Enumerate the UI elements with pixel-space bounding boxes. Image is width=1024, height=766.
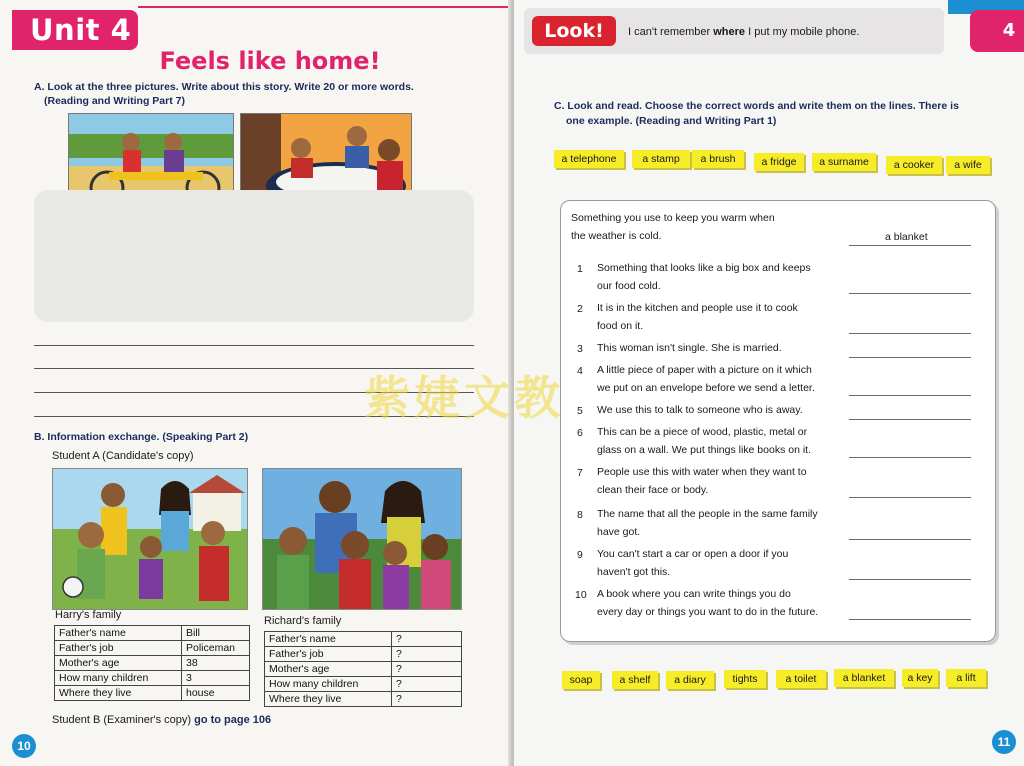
table-row bbox=[265, 662, 462, 677]
page-number-left: 10 bbox=[12, 734, 36, 758]
example-line-2: the weather is cold. bbox=[571, 230, 662, 242]
table-value: ? bbox=[392, 632, 462, 647]
richard-family-photo bbox=[262, 468, 462, 610]
answer-line[interactable] bbox=[849, 419, 971, 420]
table-row bbox=[265, 692, 462, 707]
top-rule bbox=[138, 6, 512, 8]
question-text-line-2: food on it. bbox=[597, 320, 644, 332]
examiner-note-text: Student B (Examiner's copy) bbox=[52, 714, 195, 726]
look-banner bbox=[524, 8, 944, 54]
unit-tab-number: 4 bbox=[1002, 20, 1016, 41]
question-text-line-1: Something that looks like a big box and keeps bbox=[597, 262, 811, 274]
table-row bbox=[55, 671, 250, 686]
section-b-heading: B. Information exchange. (Speaking Part 2) bbox=[34, 431, 249, 443]
writing-line-1 bbox=[34, 345, 474, 346]
answer-line[interactable] bbox=[849, 539, 971, 540]
unit-tab: Unit 4 bbox=[12, 10, 138, 50]
richard-info-table bbox=[264, 631, 462, 707]
question-text-line-2: our food cold. bbox=[597, 280, 661, 292]
table-label: How many children bbox=[55, 671, 182, 686]
table-value: Policeman bbox=[182, 641, 250, 656]
table-row bbox=[265, 632, 462, 647]
page-title: Feels like home! bbox=[159, 47, 381, 75]
example-answer-line bbox=[849, 245, 971, 246]
table-row bbox=[55, 641, 250, 656]
word-chip[interactable]: a stamp bbox=[632, 150, 690, 168]
question-number: 10 bbox=[575, 589, 587, 601]
word-chip[interactable]: a wife bbox=[946, 156, 990, 174]
section-b-subheading: Student A (Candidate's copy) bbox=[52, 450, 194, 462]
examiner-note bbox=[52, 714, 271, 726]
table-row bbox=[265, 677, 462, 692]
watermark: 紫婕文教 bbox=[364, 371, 564, 425]
table-value: 3 bbox=[182, 671, 250, 686]
example-answer: a blanket bbox=[885, 231, 928, 243]
question-text-line-1: People use this with water when they want to bbox=[597, 466, 807, 478]
table-label: Mother's age bbox=[55, 656, 182, 671]
table-value: Bill bbox=[182, 626, 250, 641]
table-label: Where they live bbox=[265, 692, 392, 707]
example-line-1: Something you use to keep you warm when bbox=[571, 212, 775, 224]
question-text-line-1: A book where you can write things you do bbox=[597, 588, 791, 600]
harry-family-photo bbox=[52, 468, 248, 610]
table-value: 38 bbox=[182, 656, 250, 671]
word-chip[interactable]: a brush bbox=[692, 150, 744, 168]
table-label: Father's job bbox=[265, 647, 392, 662]
word-chip[interactable]: a shelf bbox=[612, 671, 658, 689]
writing-area[interactable] bbox=[34, 190, 474, 322]
question-number: 4 bbox=[577, 365, 583, 377]
question-text-line-2: we put on an envelope before we send a letter. bbox=[597, 382, 815, 394]
table-value: ? bbox=[392, 692, 462, 707]
table-row bbox=[55, 656, 250, 671]
look-sentence: I can't remember where I put my mobile phone. bbox=[628, 26, 860, 38]
answer-line[interactable] bbox=[849, 497, 971, 498]
question-text-line-1: You can't start a car or open a door if you bbox=[597, 548, 789, 560]
question-text-line-2: every day or things you want to do in the future. bbox=[597, 606, 819, 618]
table-label: Mother's age bbox=[265, 662, 392, 677]
question-text-line-1: We use this to talk to someone who is away. bbox=[597, 404, 803, 416]
word-chip[interactable]: a toilet bbox=[776, 670, 826, 688]
section-c-instruction: C. Look and read. Choose the correct words and write them on the lines. There is bbox=[554, 100, 959, 112]
question-text-line-1: The name that all the people in the same family bbox=[597, 508, 818, 520]
harry-info-table bbox=[54, 625, 250, 701]
word-chip[interactable]: a lift bbox=[946, 669, 986, 687]
right-page bbox=[364, 0, 1024, 766]
word-chip[interactable]: a diary bbox=[666, 671, 714, 689]
table-value: ? bbox=[392, 662, 462, 677]
word-chip[interactable]: a surname bbox=[812, 153, 876, 171]
table-value: ? bbox=[392, 677, 462, 692]
question-text-line-2: clean their face or body. bbox=[597, 484, 709, 496]
question-number: 1 bbox=[577, 263, 583, 275]
word-chip[interactable]: a blanket bbox=[834, 669, 894, 687]
page-number-right: 11 bbox=[992, 730, 1016, 754]
table-value: house bbox=[182, 686, 250, 701]
section-c-part: one example. (Reading and Writing Part 1) bbox=[566, 115, 777, 127]
question-text-line-2: glass on a wall. We put things like books on it. bbox=[597, 444, 812, 456]
question-text-line-1: This can be a piece of wood, plastic, metal or bbox=[597, 426, 808, 438]
word-chip[interactable]: tights bbox=[724, 670, 766, 688]
question-number: 9 bbox=[577, 549, 583, 561]
question-text-line-2: have got. bbox=[597, 526, 641, 538]
table-label: How many children bbox=[265, 677, 392, 692]
table-label: Where they live bbox=[55, 686, 182, 701]
answer-line[interactable] bbox=[849, 293, 971, 294]
table-row bbox=[55, 686, 250, 701]
answer-line[interactable] bbox=[849, 619, 971, 620]
question-number: 5 bbox=[577, 405, 583, 417]
question-text-line-2: haven't got this. bbox=[597, 566, 671, 578]
question-number: 2 bbox=[577, 303, 583, 315]
question-number: 6 bbox=[577, 427, 583, 439]
question-text-line-1: This woman isn't single. She is married. bbox=[597, 342, 782, 354]
word-chip[interactable]: a telephone bbox=[554, 150, 624, 168]
questions-panel bbox=[560, 200, 996, 642]
section-a-instruction: A. Look at the three pictures. Write about this story. Write 20 or more words. bbox=[34, 81, 414, 93]
table-row bbox=[55, 626, 250, 641]
harry-caption: Harry's family bbox=[55, 609, 122, 621]
table-label: Father's name bbox=[55, 626, 182, 641]
word-chip[interactable]: a cooker bbox=[886, 156, 942, 174]
table-row bbox=[265, 647, 462, 662]
richard-caption: Richard's family bbox=[264, 615, 342, 627]
question-text-line-1: It is in the kitchen and people use it to cook bbox=[597, 302, 798, 314]
look-label: Look! bbox=[532, 16, 616, 46]
table-label: Father's name bbox=[265, 632, 392, 647]
answer-line[interactable] bbox=[849, 395, 971, 396]
answer-line[interactable] bbox=[849, 357, 971, 358]
table-label: Father's job bbox=[55, 641, 182, 656]
table-value: ? bbox=[392, 647, 462, 662]
section-a-part: (Reading and Writing Part 7) bbox=[44, 95, 185, 107]
question-number: 7 bbox=[577, 467, 583, 479]
answer-line[interactable] bbox=[849, 457, 971, 458]
word-chip[interactable]: soap bbox=[562, 671, 600, 689]
question-text-line-1: A little piece of paper with a picture on it which bbox=[597, 364, 812, 376]
answer-line[interactable] bbox=[849, 579, 971, 580]
word-chip[interactable]: a key bbox=[902, 669, 938, 687]
question-number: 8 bbox=[577, 509, 583, 521]
word-chip[interactable]: a fridge bbox=[754, 153, 804, 171]
question-number: 3 bbox=[577, 343, 583, 355]
examiner-page-link[interactable]: go to page 106 bbox=[194, 714, 272, 726]
answer-line[interactable] bbox=[849, 333, 971, 334]
